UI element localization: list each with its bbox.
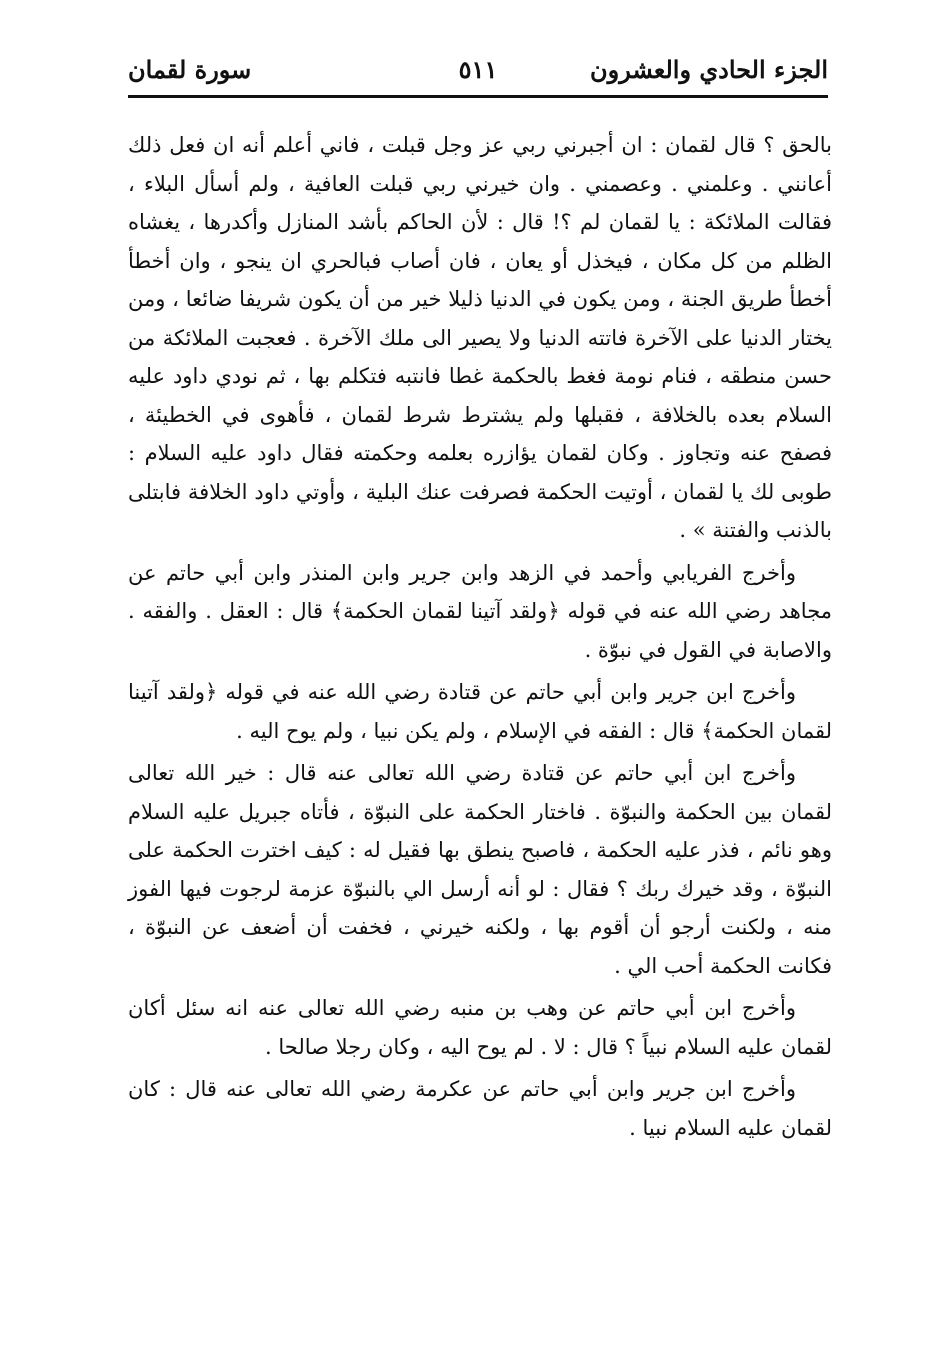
running-header: [128, 52, 828, 92]
paragraph: وأخرج ابن أبي حاتم عن قتادة رضي الله تعالى عنه قال : خير الله تعالى لقمان بين الحكمة والنبوّة . فاختار الحكمة على النبوّة ، فأتاه جبريل عليه السلام وهو نائم ، فذر عليه الحكمة ، فاصبح ينطق بها فقيل له : كيف اخترت الحكمة على النبوّة ، وقد خيرك ربك ؟ فقال : لو أنه أرسل الي بالنبوّة عزمة لرجوت فيها الفوز منه ، ولكنت أرجو أن أقوم بها ، ولكنه خيرني ، فخفت أن أضعف عن النبوّة ، فكانت الحكمة أحب الي .: [128, 761, 832, 978]
surah-title: سورة لقمان: [128, 55, 252, 84]
paragraph: وأخرج الفريابي وأحمد في الزهد وابن جرير وابن المنذر وابن أبي حاتم عن مجاهد رضي الله عنه في قوله ﴿ولقد آتينا لقمان الحكمة﴾ قال : العقل . والفقه . والاصابة في القول في نبوّة .: [128, 560, 832, 662]
part-title: الجزء الحادي والعشرون: [590, 55, 828, 84]
page-number: ٥١١: [458, 55, 498, 84]
paragraph: وأخرج ابن جرير وابن أبي حاتم عن قتادة رضي الله عنه في قوله ﴿ولقد آتينا لقمان الحكمة﴾ قال : الفقه في الإسلام ، ولم يكن نبيا ، ولم يوح اليه .: [128, 680, 832, 743]
paragraph: وأخرج ابن أبي حاتم عن وهب بن منبه رضي الله تعالى عنه انه سئل أكان لقمان عليه السلام نبياً ؟ قال : لا . لم يوح اليه ، وكان رجلا صالحا .: [128, 996, 832, 1059]
body-text: [128, 126, 832, 1151]
header-rule: [128, 95, 828, 98]
paragraph: بالحق ؟ قال لقمان : ان أجبرني ربي عز وجل قبلت ، فاني أعلم أنه ان فعل ذلك أعانني . وعلمني . وعصمني . وان خيرني ربي قبلت العافية ، ولم أسأل البلاء ، فقالت الملائكة : يا لقمان لم ؟! قال : لأن الحاكم بأشد المنازل وأكدرها ، يغشاه الظلم من كل مكان ، فيخذل أو يعان ، فان أصاب فبالحري ان ينجو ، وان أخطأ أخطأ طريق الجنة ، ومن يكون في الدنيا ذليلا خير من أن يكون شريفا ضائعا ، ومن يختار الدنيا على الآخرة فاتته الدنيا ولا يصير الى ملك الآخرة . فعجبت الملائكة من حسن منطقه ، فنام نومة فغط بالحكمة غطا فانتبه فتكلم بها ، ثم نودي داود عليه السلام بعده بالخلافة ، فقبلها ولم يشترط شرط لقمان ، فأهوى في الخطيئة ، فصفح عنه وتجاوز . وكان لقمان يؤازره بعلمه وحكمته فقال داود عليه السلام : طوبى لك يا لقمان ، أوتيت الحكمة فصرفت عنك البلية ، وأوتي داود الخلافة فابتلى بالذنب والفتنة » .: [128, 133, 832, 542]
paragraph: وأخرج ابن جرير وابن أبي حاتم عن عكرمة رضي الله تعالى عنه قال : كان لقمان عليه السلام نبيا .: [128, 1077, 832, 1140]
